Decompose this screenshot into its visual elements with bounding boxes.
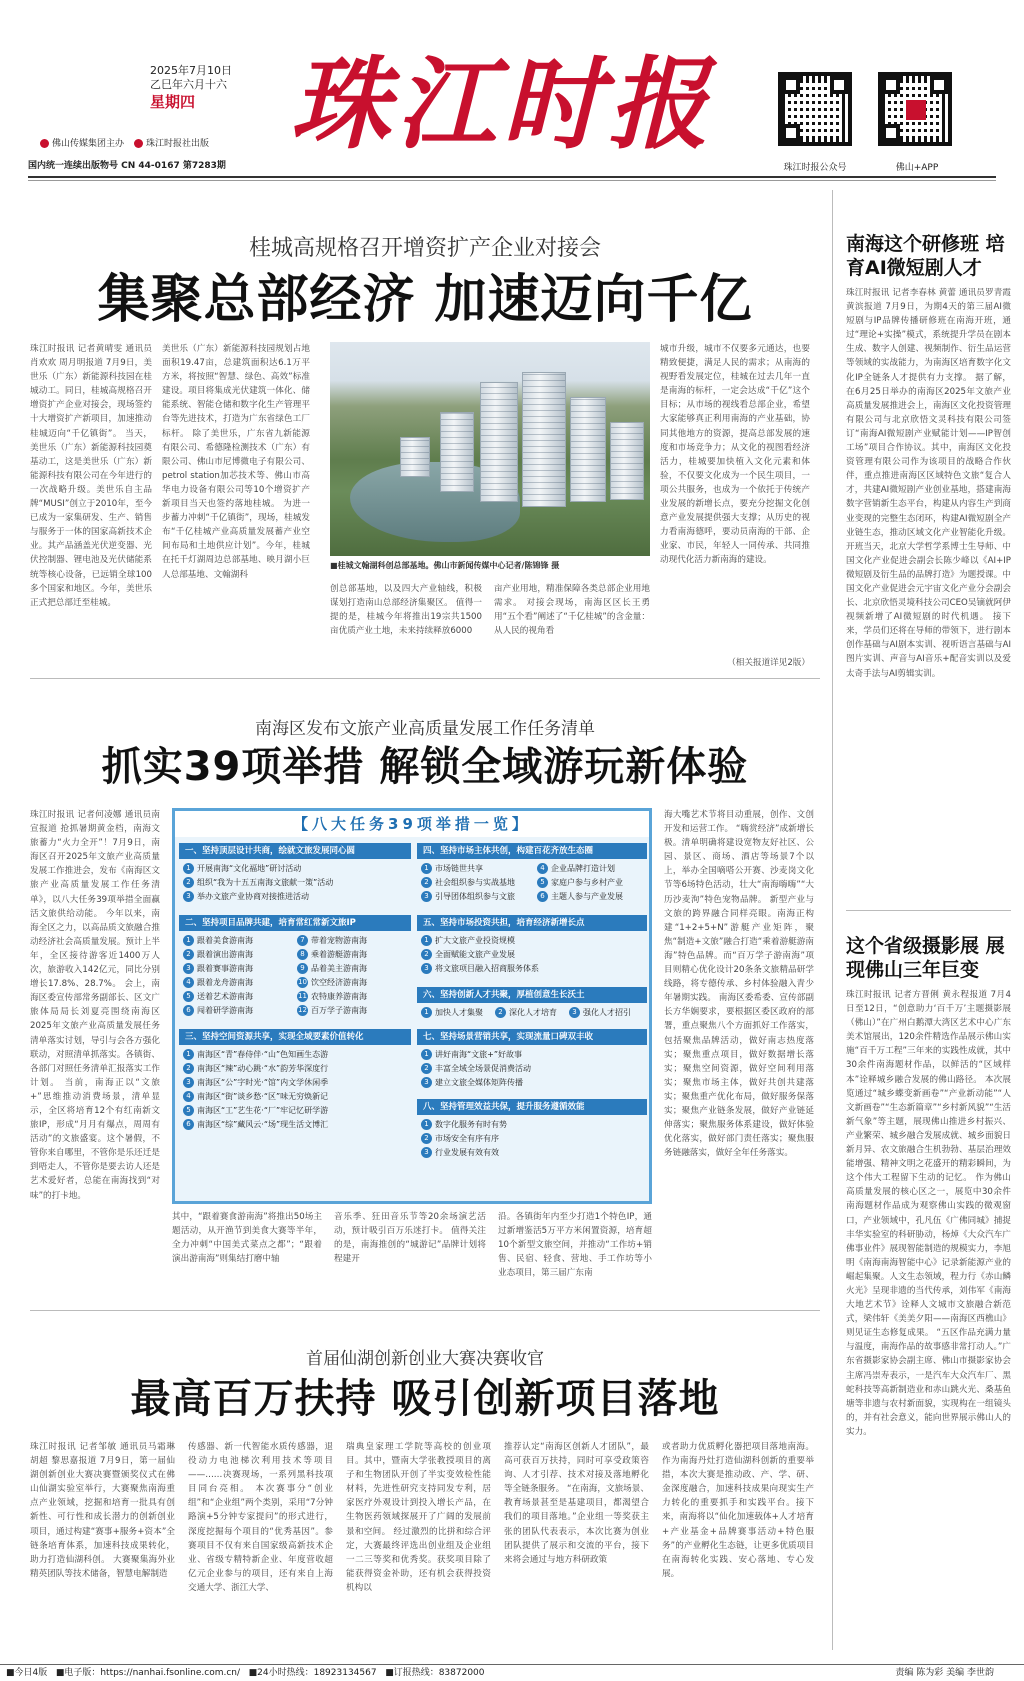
task-item: 1 数字化服务有时有势 — [421, 1119, 507, 1131]
task-item: 5 送着艺术游南海 — [183, 991, 253, 1003]
masthead-title: 珠江时报 — [290, 45, 714, 163]
task-item: 12 百万学子游南海 — [298, 1006, 367, 1015]
story2-kicker: 南海区发布文旅产业高质量发展工作任务清单 — [255, 719, 595, 739]
task-item: 6 闯着研学游南海 — [183, 1005, 253, 1017]
story3-kicker: 首届仙湖创新创业大赛决赛收官 — [306, 1349, 544, 1369]
task-group-head: 八、坚持管理效益共保，提升服务遵循效能 — [417, 1099, 647, 1115]
story2-column: 其中，“跟着赛食游南海”将推出50场主题活动，从开渔节到美食大赛等半年，全力冲刺“中国美式菜点之都”；“跟着演出游南海”则集结打磨中轴 — [172, 1212, 322, 1265]
weekday: 星期四 — [150, 93, 196, 111]
side2-headline[interactable]: 这个省级摄影展 展现佛山三年巨变 — [846, 935, 1005, 981]
qr-code-icon[interactable] — [778, 72, 852, 146]
story1-photo — [330, 342, 650, 556]
brand-issuer — [134, 136, 209, 149]
story1-column: 城市升级，城市不仅要多元通达，也要精致便捷，满足人民的需求；从南海的视野看发展定位，桂城在过去几年一直是南海的标杆，一定会达成“千亿”这个目标；从市场的视线看总部企业，希望大家能够真正利用南海的产业基础，协同其他地方的资源，提高总部发展的速度和市场竞争力；从文化的视图看经济活力，桂城要加快植入文化元素和体验，不仅要文化成为一个民生项目，一项公共服务，也成为一个依托于传统产业发展的新增长点，要充分挖掘文化创意产业发展提供强大支撑；从历史的视力看南海德呼，要动员南海的干部、企业家、市民，年轻人一同传承、共同推动现代化活力新南海的建设。 — [660, 344, 810, 566]
task-group-head: 三、坚持空间资源共享，实现全域要素价值转化 — [179, 1029, 411, 1045]
task-item: 2 社会组织参与实战基地 — [421, 877, 515, 889]
brand-publisher — [40, 136, 124, 149]
date-block — [150, 64, 258, 109]
footer-bar — [0, 1664, 1024, 1681]
task-item: 8 乘着游艇游南海 — [297, 949, 367, 961]
column-divider — [832, 190, 833, 1650]
story1-column: 亩产业用地，精准保障各类总部企业用地需求。 对接会现场，南海区区长王勇用“五个看”阐述了“千亿桂城”的含金量：从人民的视角看 — [494, 584, 650, 637]
task-group-head: 五、坚持市场投资共担，培育经济新增长点 — [417, 915, 647, 931]
footer-editors: 责编 陈为彩 美编 李世韵 — [895, 1668, 994, 1678]
task-item: 3 强化人才招引 — [569, 1007, 631, 1019]
task-item: 1 市场链世共享 — [421, 863, 483, 875]
task-item: 1 跟着美食游南海 — [183, 935, 253, 947]
task-item: 1 开展南海“文化福地”研讨活动 — [183, 863, 301, 875]
task-item: 2 市场安全有序有序 — [421, 1133, 499, 1145]
lunar-date: 乙巳年六月十六 — [150, 78, 227, 91]
task-item: 3 举办文旅产业协商对接推进活动 — [183, 891, 309, 903]
task-item: 3 建立文旅全媒体矩阵传播 — [421, 1077, 523, 1089]
task-item: 3 行业发展有效有效 — [421, 1147, 499, 1159]
task-item: 2 全面赋能文旅产业发展 — [421, 949, 515, 961]
section-divider — [30, 678, 820, 679]
story2-column: 音乐季、狂田音乐节等20余场演艺活动，预计吸引百万乐迷打卡。 值得关注的是，南海推创的“城游记”品牌计划将程建开 — [334, 1212, 486, 1265]
brand1-label: 佛山传媒集团主办 — [52, 139, 125, 149]
story2-column: 沿。各镇街年内至少打造1个特色IP，通过新增鉴活5万平方米闲置资源，培育超10个新型文旅空间，并推动“工作坊+销售、民宿、轻食、营地、手工作坊等小业态项目，第三届广东南 — [498, 1212, 652, 1279]
story3-column: 珠江时报讯 记者邹敏 通讯员马霜琳 胡超 黎思嘉报道 7月9日，第一届仙湖创新创业大赛决赛暨颁奖仪式在佛山仙湖实验室举行，大赛聚焦南海重点产业领域，挖掘和培育一批具有创新性、可行性和成长潜力的创新创业项目，通过构建“赛事+服务+资本”全链条培育体系，加速科技成果转化，助力打造仙湖科创。 大赛聚集海外业精英团队等技术储备，智慧电解制造 — [30, 1442, 175, 1579]
qr1-label: 珠江时报公众号 — [783, 163, 847, 173]
brand2-label: 珠江时报社出版 — [146, 139, 210, 149]
task-group-head: 七、坚持场景营销共享，实现流量口碑双丰收 — [417, 1029, 647, 1045]
task-group-head: 二、坚持项目品牌共建，培育常红常新文旅IP — [179, 915, 411, 931]
task-item: 3 跟着赛事游南海 — [183, 963, 253, 975]
story1-headline[interactable]: 集聚总部经济 加速迈向千亿 — [97, 270, 753, 330]
publisher-brands — [40, 136, 209, 149]
task-item: 2 深化人才培育 — [495, 1007, 557, 1019]
story1-kicker: 桂城高规格召开增资扩产企业对接会 — [248, 236, 601, 261]
task-item: 6 南海区“综”藏风云·“场”现生活文博汇 — [183, 1119, 328, 1131]
story2-headline[interactable]: 抓实39项举措 解锁全域游玩新体验 — [101, 744, 749, 790]
logo-icon — [134, 139, 143, 148]
logo-icon — [40, 139, 49, 148]
story3-column: 传感器、新一代智能水质传感器，退役动力电池梯次利用技术等项目——……决赛现场，一系列黑科技项目同台亮相。 本次赛事分“创业组”和“企业组”两个类别，采用“7分钟路演+5分钟专家提问”的形式进行，深度挖掘每个项目的“优秀基因”。参赛项目不仅有来自国家级高新技术企业、省级专精特新企业、年度营收超亿元企业参与的项目，还有来自上海交通大学、浙江大学、 — [188, 1442, 333, 1593]
masthead-divider — [28, 176, 996, 178]
footer-site-link[interactable]: ■电子版：https://nanhai.fsonline.com.cn/ — [55, 1668, 241, 1678]
story1-column: 创总部基地，以及四大产业轴线，积极谋划打造南山总部经济集聚区。 值得一提的是，桂城今年将推出19宗共1500亩优质产业土地，未来持续释放6000 — [330, 584, 482, 637]
story3-column: 或者助力优质孵化器把项目落地南海。 作为南海丹灶打造仙湖科创新的重要举措，本次大赛是推动政、产、学、研、金深度融合，加速科技成果向现实生产力转化的重要抓手和实践平台。接下来，南海将以“仙化加速载体+人才培育+产业基金+品牌赛事活动+特色服务”的产业孵化生态链，让更多优质项目在南海转化实践、安心落地、专心发展。 — [662, 1442, 814, 1579]
side1-headline[interactable]: 南海这个研修班 培育AI微短剧人才 — [846, 233, 1005, 279]
task-item: 1 南海区“青”春侍伴·“山”色知画生态游 — [183, 1049, 328, 1061]
section-divider — [846, 910, 1011, 911]
task-item: 2 跟着演出游南海 — [183, 949, 253, 961]
story3-headline[interactable]: 最高百万扶持 吸引创新项目落地 — [130, 1376, 720, 1422]
task-item: 4 南海区“街”谈乡愁·“区”味无穷焕新记 — [183, 1091, 328, 1103]
masthead-divider — [28, 180, 996, 181]
section-divider — [30, 1310, 820, 1311]
task-item: 2 组织“我为十五五南海文旅献一策”活动 — [183, 877, 333, 889]
qr2-label: 佛山+APP — [895, 163, 939, 173]
side2-body: 珠江时报讯 记者方晋俐 黄永程报道 7月4日至12日，“创意助力‘百千万’主题摄影展（佛山）”在广州白鹅潭大湾区艺术中心广东美术馆展出，120余件精选作品展示佛山实施“百千万工程”三年来的实践性成就，其中30余件南海题材作品，以鲜活的“区域样本”诠释城乡融合发展的佛山路径。 本次展览通过“城乡蝶变新画卷”“产业新动能”“人文新画卷”“生态新篇章”“乡村新风貌”“生活新气象”等主题，展现佛山推进乡村振兴、产业繁荣、城乡融合发展成就、城乡面貌日新月异、农文旅融合生机勃勃、基层治理效能增强、精神文明之花盛开的精彩瞬间，为这个伟大工程留下生动的记忆。 作为佛山高质量发展的核心区之一，展览中30余件南海题材作品成为观察佛山实践的微观窗口，产业领域中，孔凡伍《广佛同城》捕捉丰华实验室的科研胁动，杨焯《大众汽车广佛事业件》展现智能制造的规模实力，李旭明《南海南海智能中心》记录新能源产业的崛起集聚。人文生态领域，程力行《赤山鳞火光》呈现非遗的当代传承，刘伟军《南海大地艺术节》诠释人文城市文旅融合新范式，梁伟轩《美美夕阳——南海区西樵山》则见证生态修复成果。 “五区作品充满力量与温度，南海作品的故事感非常打动人。”广东省摄影家协会副主席、佛山市摄影家协会主席冯崇寿表示，一是汽车大众汽车厂、黑蛇科技等高新制造业和赤山跳火光、桑基鱼塘等非遗与农村新面貌，实现构在一组镜头的，并有社会意义，能向世界展示佛山人的实力。 — [846, 990, 1011, 1437]
story3-column: 推荐认定“南海区创新人才团队”，最高可获百万扶持，同时可享受政策咨询、人才引荐、技术对接及落地孵化等全链条服务。 “在南海，文旅场景、教育场景甚至是基建项目，都渴望合我们的项目落地。”企业组一等奖获主张的团队代表表示，本次比赛为创业团队提供了展示和交流的平台，接下来将会通过与地方科研政策 — [504, 1442, 649, 1565]
task-item: 4 跟着龙舟游南海 — [183, 977, 253, 989]
footer-subscribe: ■订报热线：83872000 — [385, 1668, 485, 1678]
publication-number: 国内统一连续出版物号 CN 44-0167 第7283期 — [28, 161, 226, 171]
task-group-head: 四、坚持市场主体共创，构建百花齐放生态圈 — [417, 843, 647, 859]
task-item: 3 南海区“公”字时光·“馆”内文学休闲季 — [183, 1077, 328, 1089]
task-item: 5 家庭户参与乡村产业 — [537, 877, 623, 889]
footer-hotline: ■24小时热线：18923134567 — [248, 1668, 377, 1678]
task-item: 1 讲好南海“文旅+”好故事 — [421, 1049, 522, 1061]
task-item: 4 企业品牌打造计划 — [537, 863, 615, 875]
story1-column: 美世乐（广东）新能源科技园规划占地面积19.47亩，总建筑面积达6.1万平方米，将按照“智慧、绿色、高效”标准建设。项目将集成光伏建筑一体化、储能系统、智能仓储和数字化生产管理平台等先进技术，打造为广东省绿色工厂标杆。 除了美世乐，广东省九新能源有限公司、希德隆检测技术（广东）有限公司、佛山市尼博微电子有限公司、petrol station加芯技术等、佛山市高华电力设备有限公司等10个增资扩产新项目当天也签约落地桂城。 为进一步蓄力冲刺“千亿镇街”，现场，桂城发布“千亿桂城产业高质量发展蓄产业空间布局和土地供应计划”。今年，桂城在托千灯湖周边总部基地、映月湖小巨人总部基地、文翰湖科 — [162, 344, 310, 580]
story1-photo-caption: ■桂城文翰湖科创总部基地。佛山市新闻传媒中心记者/陈锦锋 摄 — [330, 561, 560, 570]
side1-body: 珠江时报讯 记者李春林 黄蕾 通讯员罗青霞 黄滨报道 7月9日，为期4天的第三届AI微短剧与IP品牌传播研修班在南海开班，通过“理论+实操”模式，系统提升学员在剧本生成、数字人创建、视频制作、衍生品运营等领域的实战能力，为南海区培育数字化文化IP全链条人才提供有力支撑。 据了解，在6月25日举办的南海区2025年文旅产业高质量发展推进会上，南海区文化投资管理有限公司与北京欣悟文灵科技有限公司签订“南海AI微短剧产业赋能计划——IP智创工场”项目合作协议。其中，南海区文化投资管理有限公司作为该项目的战略合作伙伴，重点推进南海区区域特色文旅“复合人才，共建AI微短剧产业创业基地，搭建南海数字营销新生态平台，构建从内容生产到商业变现的完整生态闭环，构建AI微短剧全产业链生态，推动区域文化产业智能化升级。 开班当天，北京大学哲学系博士生导师、中国文化产业促进会副会长陈少峰以《AI+IP微短剧及衍生品的品牌打造》为题授课。中国文化产业促进会元宇宙文化产业分会副会长、北京欣悟灵境科技公司CEO吴镝就阿伊视频新增了AI微短剧的时代机遇。 接下来，学员们还将在导师的带领下，进行剧本创作基础与AI剧本实训、视听语言基础与AI图片实训、声音与AI音乐+配音实训以及爱太奇手法与AI剪辑实训。 — [846, 288, 1011, 679]
task-group-head: 一、坚持顶层设计共商，绘就文旅发展同心圆 — [179, 843, 411, 859]
task-item: 11 农特康养游南海 — [298, 992, 367, 1001]
task-item: 2 南海区“辣”动心跳·“水”韵芳华深度行 — [183, 1063, 328, 1075]
story2-column: 珠江时报讯 记者何凌娜 通讯员南宣报道 抢抓暑期黄金档，南海文旅蓄力“火力全开”！7月9日，南海区召开2025年文旅产业高质量发展工作推进会，发布《南海区文旅产业高质量发展工作任务清单》，以八大任务39项举措全面赢活文旅供给动能。 今年以来，南海全区之力，以高品质文旅融合推动经济社会高质量发展。预计上半年，全区接待游客近1400万人次，旅游收入142亿元，同比分别增长17.8%、28.7%。 会上，南海区委宣传部常务副部长、区文广旅体局局长刘夏亮围绕南海区2025年文旅产业高质量发展任务清单落实讨划，导引与会各方强化联动，对照清单抓落实。各镇街、各部门对照任务清单汇报落实工作计划。 当前，南海正以“文旅+”思维推动消费场景，清单显示，全区将培育12个有红南新文旅IP，形成“月月有爆点，周周有活动”的文旅盛宴。这个暑假，不管你来自哪里，不管你是乐还迁是到唔走人，不管你是要去访人还是艺术爱好者，总能在南海找到“对味”的打卡地。 — [30, 810, 160, 1201]
task-item: 2 丰富全域全场景促消费活动 — [421, 1063, 531, 1075]
task-item: 1 加快人才集聚 — [421, 1007, 483, 1019]
story3-column: 瑞典皇家理工学院等高校的创业项目。其中，暨南大学张教授项目的离子和生物团队开创了半实变效检性能材料，先进性研究支持同发专利，居家医疗外观设计到投入增长产品，在生物医药领域探展开了广阔的发展前景和空间。 经过激烈的比拼和综合评定，大赛最终评选出创业组及企业组一二三等奖和优秀奖。获奖项目除了能获得资金补助，还有机会获得投资机构以 — [346, 1442, 491, 1593]
task-list-box — [172, 808, 652, 1204]
footer-pages: ■今日4版 — [6, 1668, 48, 1678]
task-item: 10 饮空经济游南海 — [298, 978, 367, 987]
task-item: 7 带着宠物游南海 — [297, 935, 367, 947]
task-item: 3 将文旅项目融入招商服务体系 — [421, 963, 539, 975]
app-logo-icon — [906, 100, 926, 120]
story1-reference: （相关报道详见2版） — [727, 658, 810, 668]
task-item: 5 南海区“工”艺生花·“厂”牢记忆研学游 — [183, 1105, 328, 1117]
task-list-title: 【八大任务39项举措一览】 — [175, 811, 649, 837]
story2-column: 海大嘴艺术节将目动重展，创作、文创开发和运营工作。 “嗨赏经济”成新增长极。清单明确将建设宽物友好社区、公园、景区、商场、酒店等场景7个以上，举办全国嘀嗒公开赛、沙麦岗文化节等6场特色活动，壮大“南海嗨嗨”“大历沙麦洵”特色宠物品牌。 新型产业与文旅的跨界融合同样亮眼。南海正构建“1+2+5+N”游艇产业矩阵，聚焦“制造+文旅”融合打造“乘着游艇游南海”特色品牌。而“百万学子游南海”项目则精心优化设计20条条文旅精品研学线路，将专德传承、乡村体验融入青少年暑期实践。 南海区委希委、宣传部副长方华娴要求，要根据区委区政府的部署，重点聚焦八个方面抓好工作落实，包括聚焦品牌活动，做好南志热度落实；聚焦重点项目，做好数据增长落实；聚焦空间资源，做好空间利用落实；聚焦市场主体，做好共创共建落实；聚焦重产优化布局，做好服务保落实；聚焦产业链条发展，做好产业链延伸落实；聚焦服务体系建设，做好体验优化落实，做好部门责任落实；聚焦服务链融落实，做好全年任务落实。 — [664, 810, 814, 1159]
story1-column: 珠江时报讯 记者黄晴雯 通讯员肖欢欢 周月明报道 7月9日，美世乐（广东）新能源科技园在桂城动工。同日，桂城高规格召开增资扩产企业对接会，现场签约十大增资扩产新项目，加速推动桂城迈向“千亿镇街”。 当天，美世乐（广东）新能源科技园奠基动工，这是美世乐（广东）新能源科技有限公司在今年进行的一次战略升级。美世乐自主品牌“MUSI”创立于2010年，至今已成为一家集研发、生产、销售与服务于一体的国家高新技术企业。其产品涵盖光伏逆变器、光伏控制器、锂电池及光伏储能系统等核心设备，已远销全球100多个国家和地区。今年，美世乐正式把总部迁至桂城。 — [30, 344, 152, 608]
task-item: 3 引导团体组织参与文旅 — [421, 891, 515, 903]
task-group-head: 六、坚持创新人才共聚，厚植创意生长沃土 — [417, 987, 647, 1003]
qr-code-icon[interactable] — [878, 72, 952, 146]
task-item: 9 品着美主游南海 — [297, 963, 367, 975]
task-item: 1 扩大文旅产业投资规模 — [421, 935, 515, 947]
task-item: 6 主题人参与产业发展 — [537, 891, 623, 903]
date: 2025年7月10日 — [150, 64, 232, 77]
